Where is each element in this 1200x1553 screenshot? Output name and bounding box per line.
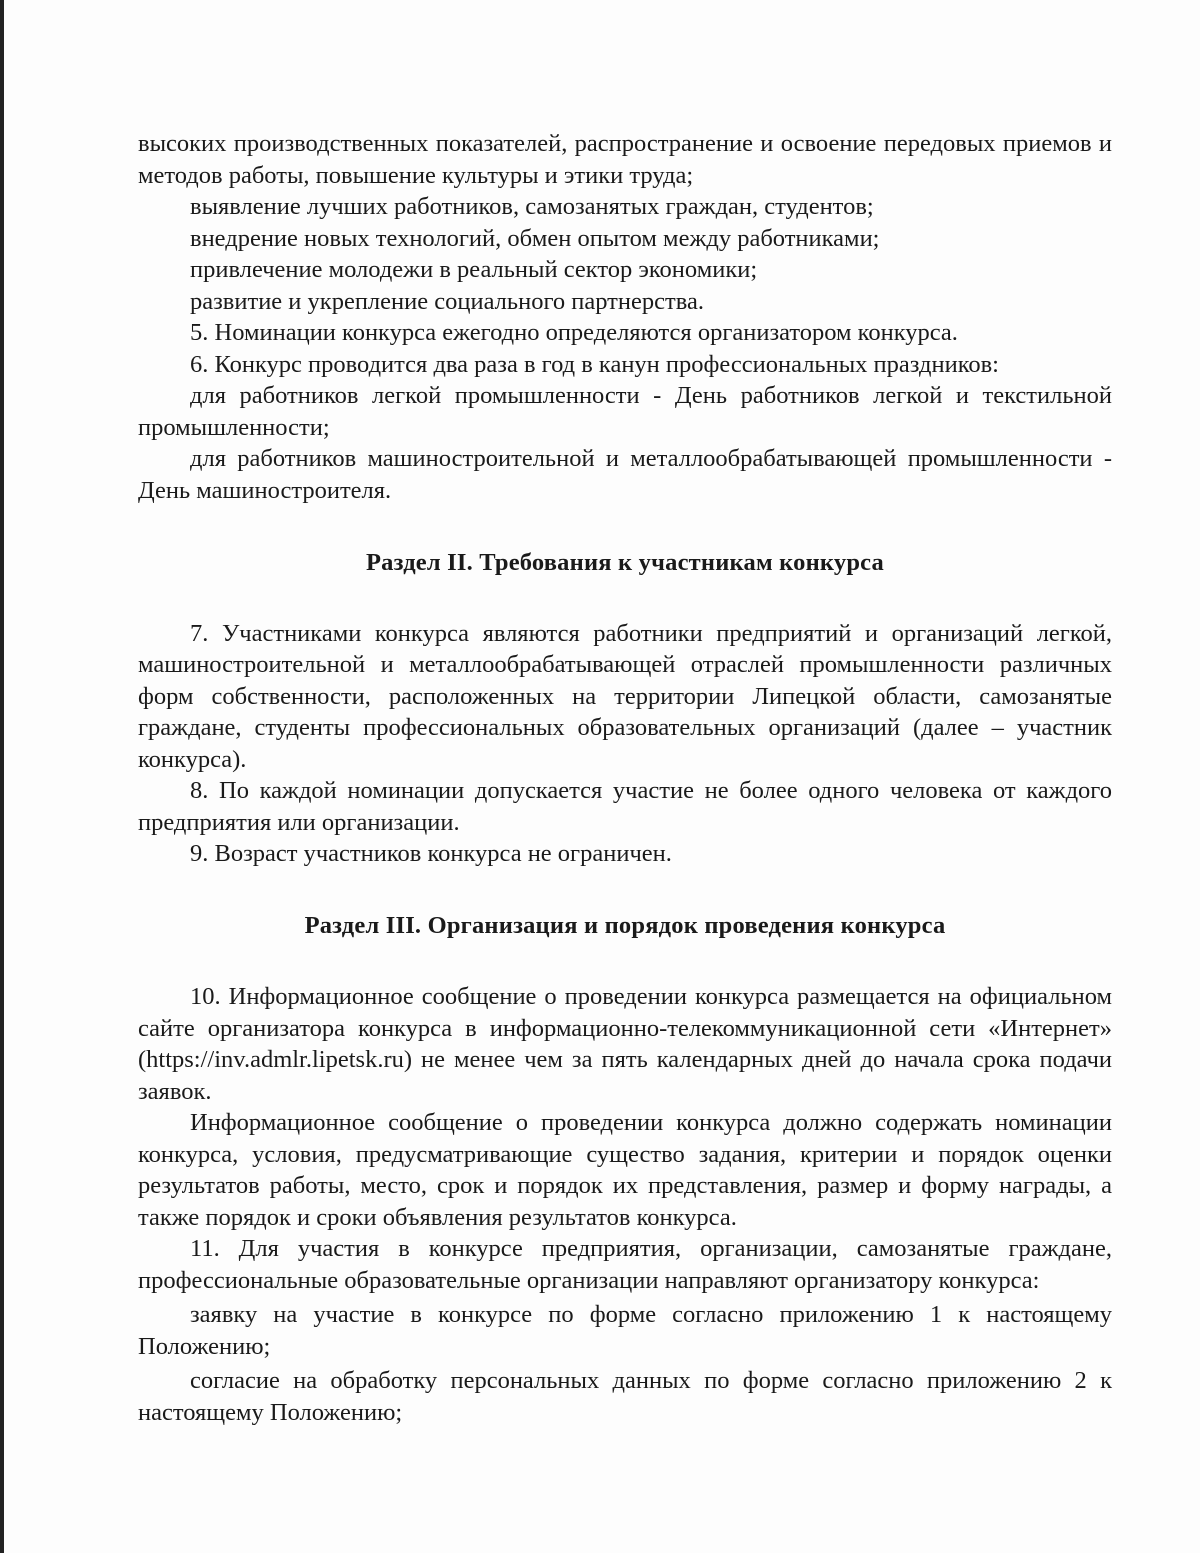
document-body	[138, 128, 1112, 1428]
section-heading: Раздел III. Организация и порядок проведения конкурса	[304, 911, 946, 939]
paragraph: 8. По каждой номинации допускается участие не более одного человека от каждого предприятия или организации.	[138, 777, 1112, 836]
paragraph: согласие на обработку персональных данных по форме согласно приложению 2 к настоящему Положению;	[138, 1367, 1112, 1426]
paragraph: 9. Возраст участников конкурса не ограничен.	[190, 840, 672, 867]
paragraph: Информационное сообщение о проведении конкурса должно содержать номинации конкурса, условия, предусматривающие существо задания, критерии и порядок оценки результатов работы, место, срок и порядок их представления, размер и форму награды, а также порядок и сроки объявления результатов конкурса.	[138, 1109, 1112, 1231]
scan-edge	[0, 0, 4, 1553]
paragraph: привлечение молодежи в реальный сектор экономики;	[190, 256, 758, 283]
paragraph: 5. Номинации конкурса ежегодно определяются организатором конкурса.	[190, 319, 958, 346]
paragraph: для работников машиностроительной и металлообрабатывающей промышленности - День машиностроителя.	[138, 445, 1112, 504]
paragraph: высоких производственных показателей, распространение и освоение передовых приемов и методов работы, повышение культуры и этики труда;	[138, 130, 1112, 189]
section-heading: Раздел II. Требования к участникам конкурса	[366, 549, 884, 576]
paragraph: 10. Информационное сообщение о проведении конкурса размещается на официальном сайте организатора конкурса в информационно-телекоммуникационной сети «Интернет» (https://inv.admlr.lipetsk.ru) не менее чем за пять календарных дней до начала срока подачи заявок.	[138, 983, 1112, 1105]
paragraph: 7. Участниками конкурса являются работники предприятий и организаций легкой, машиностроительной и металлообрабатывающей отраслей промышленности различных форм собственности, расположенных на территории Липецкой области, самозанятые граждане, студенты профессиональных образовательных организаций (далее – участник конкурса).	[138, 619, 1112, 773]
paragraph: выявление лучших работников, самозанятых граждан, студентов;	[190, 193, 874, 220]
paragraph: внедрение новых технологий, обмен опытом между работниками;	[190, 224, 880, 252]
paragraph: для работников легкой промышленности - День работников легкой и текстильной промышленности;	[138, 382, 1112, 441]
paragraph: 6. Конкурс проводится два раза в год в канун профессиональных праздников:	[190, 350, 999, 378]
paragraph: развитие и укрепление социального партнерства.	[190, 287, 704, 315]
paragraph: заявку на участие в конкурсе по форме согласно приложению 1 к настоящему Положению;	[138, 1301, 1112, 1360]
paragraph: 11. Для участия в конкурсе предприятия, организации, самозанятые граждане, профессиональные образовательные организации направляют организатору конкурса:	[138, 1235, 1112, 1294]
